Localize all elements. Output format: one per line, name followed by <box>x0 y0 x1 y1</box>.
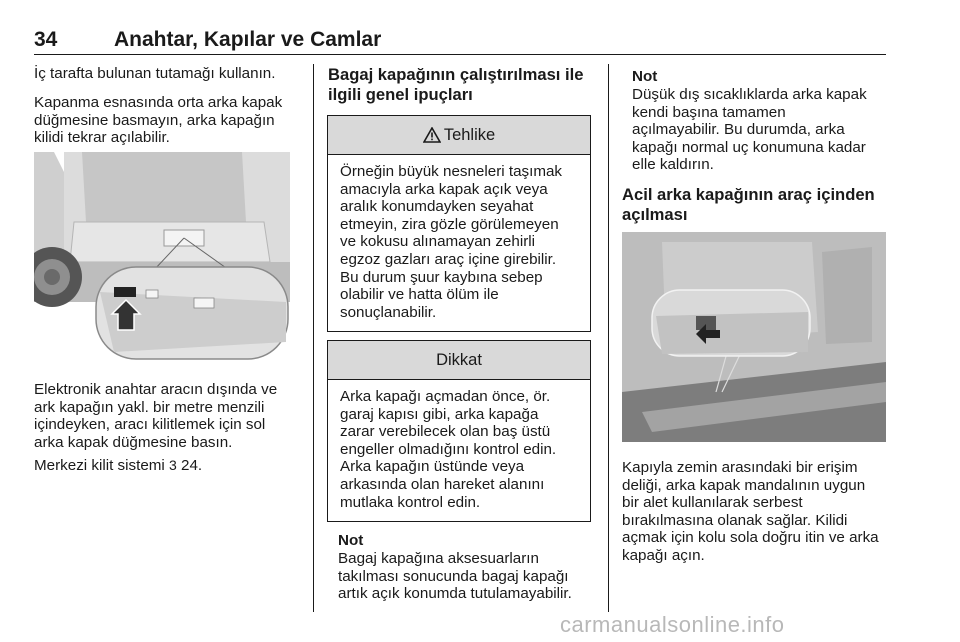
col2-note-text: Bagaj kapağına aksesuarların takılması sonucunda bagaj kapağı artık açık konumda tutulamayabilir. <box>338 550 572 603</box>
page-reference-arrow-icon: 3 <box>169 457 177 473</box>
danger-box <box>327 115 591 332</box>
header-divider <box>34 54 886 55</box>
interior-release-illustration <box>622 232 886 442</box>
caution-box <box>327 340 591 522</box>
col3-note-text: Düşük dış sıcaklıklarda arka kapak kendi başına tamamen açılmayabilir. Bu durumda, arka kapağı normal uç konumuna kadar elle kaldırın. <box>632 86 867 174</box>
section-heading-tips: Bagaj kapağının çalıştırılması ile ilgili genel ipuçları <box>328 65 584 104</box>
tailgate-button-illustration <box>34 152 290 361</box>
col3-body-text: Kapıyla zemin arasındaki bir erişim deliği, arka kapak mandalının uygun bir alet kullanılarak serbest bırakılmasına olanak sağlar. Kilidi açmak için kolu sola doğru itin ve arka kapağı açın. <box>622 459 879 564</box>
caution-text: Arka kapağı açmadan önce, ör. garaj kapısı gibi, arka kapağa zarar verebilecek olan baş üstü engeller olmadığını kontrol edin. Arka kapağın üstünde veya arkasında olan hareket alanını mutlaka kontrol edin. <box>340 388 557 511</box>
danger-box-header <box>328 116 590 155</box>
caution-box-header: Dikkat <box>328 341 590 380</box>
chapter-title: Anahtar, Kapılar ve Camlar <box>114 28 382 51</box>
watermark: carmanualsonline.info <box>560 612 785 637</box>
danger-title: Tehlike <box>443 125 496 144</box>
col1-paragraph-3: Elektronik anahtar aracın dışında ve ark kapağın yakl. bir metre menzili içindeyken, aracı kilitlemek için sol arka kapak düğmesine basın. <box>34 381 278 451</box>
column-divider-1 <box>313 64 314 612</box>
col1-paragraph-1: İç tarafta bulunan tutamağı kullanın. <box>34 65 276 82</box>
page-header <box>34 28 886 52</box>
page-number: 34 <box>34 28 58 51</box>
warning-triangle-icon <box>423 127 441 143</box>
column-divider-2 <box>608 64 609 612</box>
col2-note-heading: Not <box>338 532 364 549</box>
col3-note-heading: Not <box>632 68 658 85</box>
col1-paragraph-4: Merkezi kilit sistemi 3 24. <box>34 457 203 474</box>
section-heading-emergency: Acil arka kapağının araç içinden açılması <box>622 185 875 224</box>
col1-paragraph-2: Kapanma esnasında orta arka kapak düğmesine basmayın, arka kapağın kilidi tekrar açılabilir. <box>34 94 283 147</box>
danger-text: Örneğin büyük nesneleri taşımak amacıyla arka kapak açık veya aralık konumdayken seyahat etmeyin, zira gözle görülemeyen ve kokusu alınamayan zehirli egzoz gazları araç içine girebilir. Bu durum şuur kaybına sebep olabilir ve hatta ölüm ile sonuçlanabilir. <box>340 163 563 321</box>
